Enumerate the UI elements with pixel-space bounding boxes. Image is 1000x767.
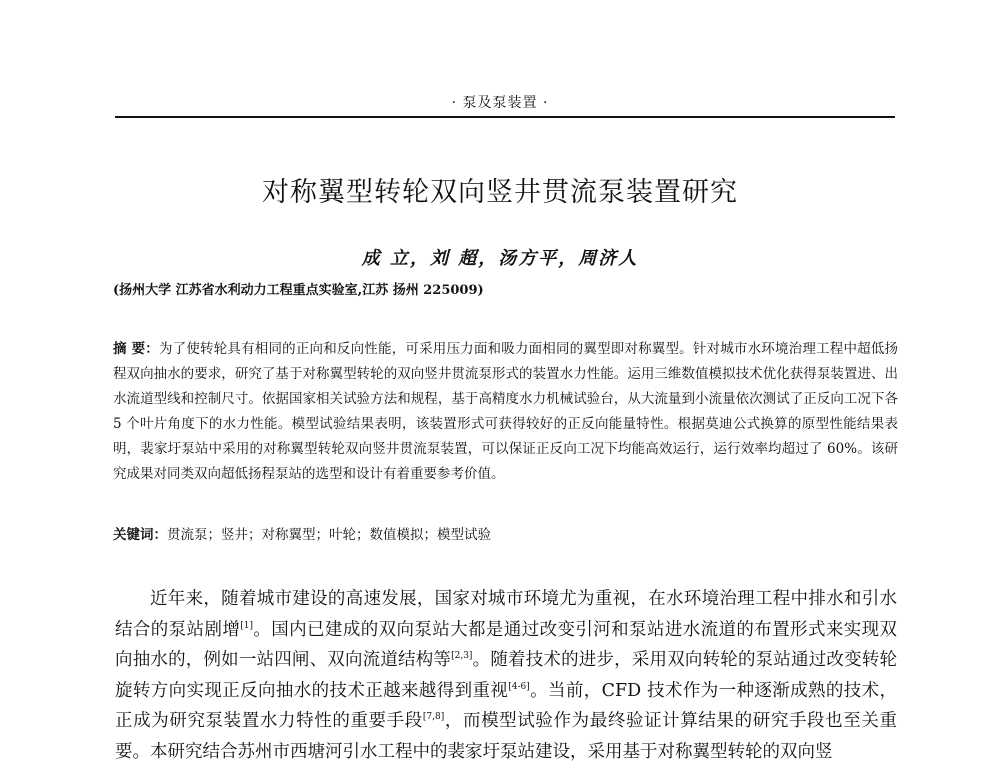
citation-ref: [2,3] xyxy=(451,651,473,662)
keywords-label: 关键词： xyxy=(113,527,167,543)
body-sentence: 。当前，CFD 技术作为一种逐渐成熟的技术，正成为研究泵装置水力特性的重要手段 xyxy=(115,680,898,731)
abstract-text: 为了使转轮具有相同的正向和反向性能，可采用压力面和吸力面相同的翼型即对称翼型。针对城市水环境治理工程中超低扬程双向抽水的要求，研究了基于对称翼型转轮的双向竖井贯流泵形式的装置水力性能。运用三维数值模拟技术优化获得泵装置进、出水流道型线和控制尺寸。依据国家相关试验方法和规程，基于高精度水力机械试验台，从大流量到小流量依次测试了正反向工况下各 5 个叶片角度下的水力性能。模型试验结果表明，该装置形式可获得较好的正反向能量特性。根据莫迪公式换算的原型性能结果表明，裴家圩泵站中采用的对称翼型转轮双向竖井贯流泵装置，可以保证正反向工况下均能高效运行，运行效率均超过了 60%。该研究成果对同类双向超低扬程泵站的选型和设计有着重要参考价值。 xyxy=(113,341,899,482)
abstract xyxy=(113,337,898,487)
body-sentence: 。国内已建成的双向泵站大都是通过改变引河和泵站进水流道的布置形式来实现双向抽水的，例如一站四闸、双向流道结构等 xyxy=(115,619,898,670)
body-sentence: 近年来，随着城市建设的高速发展，国家对城市环境尤为重视，在水环境治理工程中排水和引水结合的泵站剧增 xyxy=(115,589,897,640)
citation-ref: [4-6] xyxy=(508,681,530,692)
author-list: 成 立，刘 超，汤方平，周济人 xyxy=(361,248,639,269)
keywords xyxy=(113,523,898,548)
abstract-label: 摘 要： xyxy=(113,341,159,357)
body-sentence: 。随着技术的进步，采用双向转轮的泵站通过改变转轮旋转方向实现正反向抽水的技术正越来越得到重视 xyxy=(115,650,898,701)
keywords-text: 贯流泵；竖井；对称翼型；叶轮；数值模拟；模型试验 xyxy=(167,527,491,543)
citation-ref: [1] xyxy=(240,620,253,631)
paper-title: 对称翼型转轮双向竖井贯流泵装置研究 xyxy=(262,177,738,208)
body-sentence: ，而模型试验作为最终验证计算结果的研究手段也至关重要。本研究结合苏州市西塘河引水工程中的裴家圩泵站建设，采用基于对称翼型转轮的双向竖 xyxy=(115,711,898,762)
header-rule xyxy=(115,116,895,118)
body-paragraph xyxy=(115,584,897,767)
citation-ref: [7,8] xyxy=(422,712,445,723)
running-header: · 泵及泵装置 · xyxy=(451,95,549,111)
affiliation: (扬州大学 江苏省水利动力工程重点实验室,江苏 扬州 225009) xyxy=(113,283,484,298)
